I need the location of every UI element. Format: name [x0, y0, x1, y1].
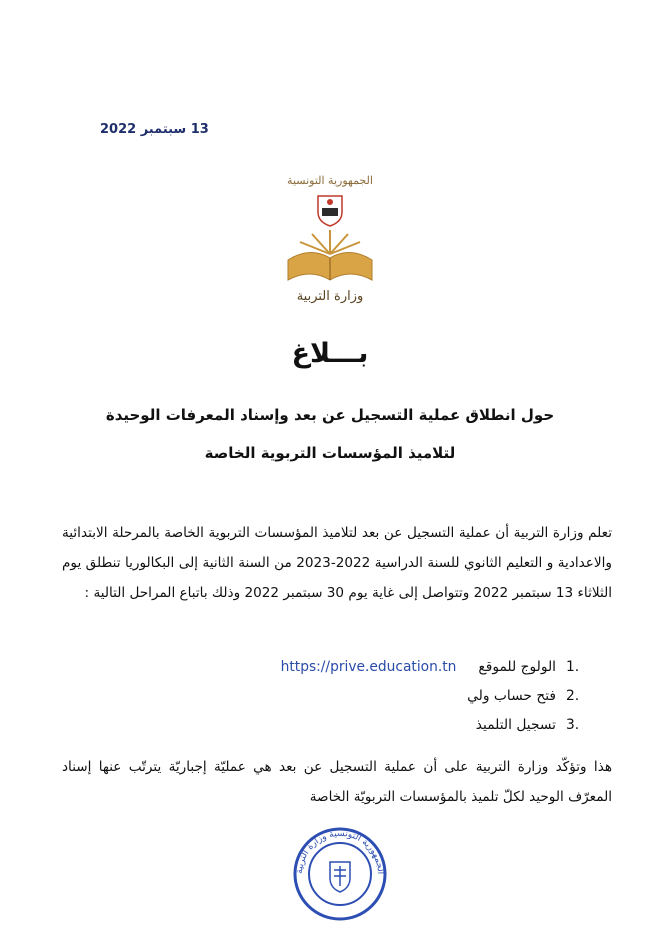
- step-number: 1.: [566, 658, 580, 675]
- step-number: 3.: [566, 716, 580, 733]
- document-date: 13 سبتمبر 2022: [100, 122, 209, 137]
- official-seal-stamp: [292, 826, 388, 922]
- seal-text: الجمهورية التونسية وزارة التربية: [294, 828, 386, 875]
- document-subtitle-line2: لتلاميذ المؤسسات التربوية الخاصة: [204, 444, 456, 462]
- emblem-bottom-text: وزارة التربية: [296, 289, 364, 304]
- ministry-emblem-logo: [270, 168, 390, 308]
- closing-paragraph: هذا وتؤكّد وزارة التربية على أن عملية التسجيل عن بعد هي عمليّة إجباريّة يترتّب عنها إسناد المعرّف الوحيد لكلّ تلميذ بالمؤسسات التربويّة الخاصة: [62, 759, 612, 805]
- step-text: فتح حساب ولي: [467, 687, 556, 704]
- document-title: بـــلاغ: [291, 338, 369, 369]
- emblem-top-text: الجمهورية التونسية: [287, 174, 373, 187]
- list-item: [188, 652, 588, 681]
- intro-paragraph: تعلم وزارة التربية أن عملية التسجيل عن بعد لتلاميذ المؤسسات التربوية الخاصة بالمرحلة الابتدائية والاعدادية و التعليم الثانوي للسنة الدراسية 2022-2023 من السنة الثانية إلى البكالوريا تنطلق يوم الثلاثاء 13 سبتمبر 2022 وتتواصل إلى غاية يوم 30 سبتمبر 2022 وذلك باتباع المراحل التالية :: [62, 525, 612, 601]
- list-item: [188, 710, 588, 739]
- list-item: [188, 681, 588, 710]
- site-link[interactable]: https://prive.education.tn: [280, 658, 457, 675]
- document-subtitle-line1: حول انطلاق عملية التسجيل عن بعد وإسناد المعرفات الوحيدة: [105, 406, 555, 424]
- step-number: 2.: [566, 687, 580, 704]
- step-text: الولوج للموقع: [478, 658, 556, 675]
- registration-steps-list: [188, 652, 588, 739]
- step-text: تسجيل التلميذ: [475, 716, 556, 733]
